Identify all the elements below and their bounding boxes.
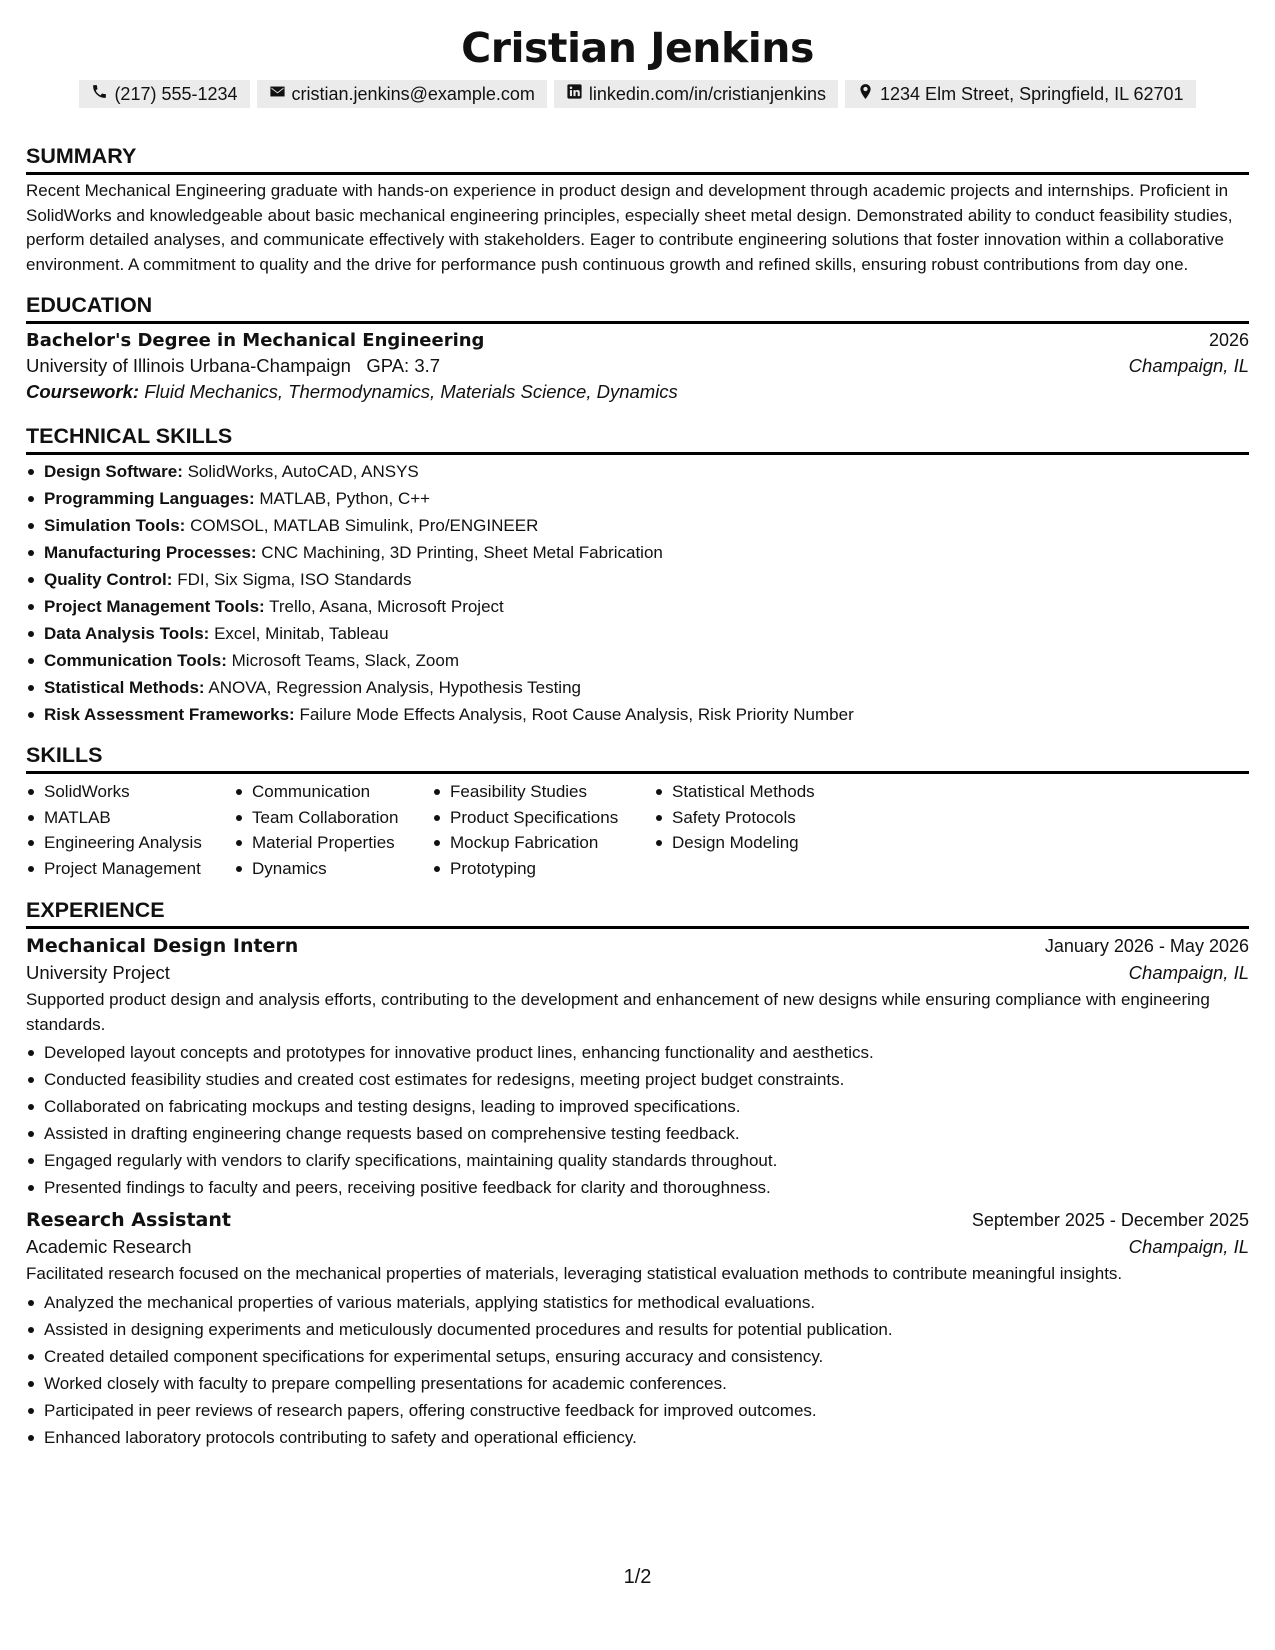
list-item: Design Modeling — [672, 830, 872, 856]
skill-value: ANOVA, Regression Analysis, Hypothesis Testing — [208, 678, 581, 697]
gpa: GPA: 3.7 — [366, 355, 441, 376]
job-bullets — [26, 1039, 1249, 1201]
list-item: Feasibility Studies — [450, 779, 654, 805]
skill-label: Statistical Methods: — [44, 678, 205, 697]
list-item — [44, 512, 1249, 539]
list-item: Engaged regularly with vendors to clarify specifications, maintaining quality standards throughout. — [44, 1147, 1249, 1174]
summary-text: Recent Mechanical Engineering graduate with hands-on experience in product design and development through academic projects and internships. Proficient in SolidWorks and knowledgeable about basic mechanical engineering principles, especially sheet metal design. Demonstrated ability to conduct feasibility studies, perform detailed analyses, and communicate effectively with stakeholders. Eager to contribute engineering solutions that foster innovation within a collaborative environment. A commitment to quality and the drive for performance push continuous growth and refined skills, ensuring robust contributions from day one. — [26, 181, 1233, 274]
contact-phone[interactable] — [79, 80, 249, 108]
technical-skills-list — [26, 458, 1249, 728]
address-text: 1234 Elm Street, Springfield, IL 62701 — [880, 83, 1184, 104]
page-number: 1/2 — [623, 1566, 652, 1588]
list-item — [44, 620, 1249, 647]
skill-label: Programming Languages: — [44, 489, 255, 508]
skill-value: SolidWorks, AutoCAD, ANSYS — [187, 462, 419, 481]
skill-value: Failure Mode Effects Analysis, Root Cause Analysis, Risk Priority Number — [299, 705, 854, 724]
skill-value: Excel, Minitab, Tableau — [214, 624, 389, 643]
list-item: Participated in peer reviews of research papers, offering constructive feedback for improved outcomes. — [44, 1397, 1249, 1424]
list-item: Statistical Methods — [672, 779, 872, 805]
candidate-name: Cristian Jenkins — [461, 24, 814, 72]
list-item: Created detailed component specifications for experimental setups, ensuring accuracy and consistency. — [44, 1343, 1249, 1370]
list-item: Conducted feasibility studies and created cost estimates for redesigns, meeting project budget constraints. — [44, 1066, 1249, 1093]
skill-label: Project Management Tools: — [44, 597, 265, 616]
list-item — [44, 539, 1249, 566]
job-location: Champaign, IL — [1128, 1236, 1249, 1257]
list-item: Assisted in drafting engineering change requests based on comprehensive testing feedback. — [44, 1120, 1249, 1147]
job-description: Supported product design and analysis efforts, contributing to the development and enhancement of new designs while ensuring compliance with engineering standards. — [26, 990, 1210, 1034]
school-location: Champaign, IL — [1128, 355, 1249, 376]
degree-name: Bachelor's Degree in Mechanical Engineering — [26, 330, 485, 351]
job-dates: January 2026 - May 2026 — [1044, 936, 1249, 956]
skill-label: Data Analysis Tools: — [44, 624, 210, 643]
list-item: Collaborated on fabricating mockups and testing designs, leading to improved specifications. — [44, 1093, 1249, 1120]
list-item: Engineering Analysis — [44, 830, 234, 856]
coursework-line — [26, 381, 1249, 403]
skill-value: FDI, Six Sigma, ISO Standards — [177, 570, 412, 589]
contact-bar — [26, 80, 1249, 108]
list-item: Developed layout concepts and prototypes for innovative product lines, enhancing functionality and aesthetics. — [44, 1039, 1249, 1066]
school-line — [26, 355, 440, 377]
job-title: Mechanical Design Intern — [26, 935, 299, 957]
phone-icon — [91, 83, 108, 105]
list-item: Product Specifications — [450, 805, 654, 831]
coursework-list: Fluid Mechanics, Thermodynamics, Materials Science, Dynamics — [144, 381, 678, 402]
list-item: SolidWorks — [44, 779, 234, 805]
list-item: Material Properties — [252, 830, 432, 856]
skills-section — [26, 742, 1249, 881]
skills-column-1 — [26, 779, 234, 881]
skills-column-2 — [234, 779, 432, 881]
job-organization: Academic Research — [26, 1236, 192, 1257]
summary-section — [26, 143, 1249, 277]
technical-skills-section — [26, 423, 1249, 728]
list-item: Team Collaboration — [252, 805, 432, 831]
job-title-row — [26, 1209, 1249, 1231]
skills-column-4 — [654, 779, 872, 881]
contact-linkedin[interactable] — [554, 80, 838, 108]
summary-heading: SUMMARY — [26, 143, 1249, 175]
map-pin-icon — [857, 83, 874, 105]
list-item — [44, 593, 1249, 620]
list-item: Enhanced laboratory protocols contributing to safety and operational efficiency. — [44, 1424, 1249, 1451]
contact-address[interactable] — [845, 80, 1196, 108]
skill-label: Simulation Tools: — [44, 516, 186, 535]
technical-skills-heading: TECHNICAL SKILLS — [26, 423, 1249, 455]
list-item — [44, 701, 1249, 728]
skills-heading: SKILLS — [26, 742, 1249, 774]
list-item: Mockup Fabrication — [450, 830, 654, 856]
education-section — [26, 292, 1249, 403]
list-item: Analyzed the mechanical properties of various materials, applying statistics for methodical evaluations. — [44, 1289, 1249, 1316]
coursework-label: Coursework: — [26, 381, 140, 402]
job-location: Champaign, IL — [1128, 962, 1249, 983]
graduation-year: 2026 — [1208, 330, 1249, 350]
list-item: MATLAB — [44, 805, 234, 831]
skills-grid — [26, 779, 1249, 881]
skill-label: Communication Tools: — [44, 651, 227, 670]
list-item: Safety Protocols — [672, 805, 872, 831]
job-organization: University Project — [26, 962, 170, 983]
job-description: Facilitated research focused on the mechanical properties of materials, leveraging statistical evaluation methods to contribute meaningful insights. — [26, 1264, 1123, 1283]
school-row — [26, 355, 1249, 377]
list-item — [44, 674, 1249, 701]
skill-value: COMSOL, MATLAB Simulink, Pro/ENGINEER — [190, 516, 539, 535]
skill-value: CNC Machining, 3D Printing, Sheet Metal Fabrication — [261, 543, 663, 562]
job-org-row — [26, 962, 1249, 984]
contact-email[interactable] — [257, 80, 547, 108]
school-name: University of Illinois Urbana-Champaign — [26, 355, 351, 376]
linkedin-text: linkedin.com/in/cristianjenkins — [588, 83, 827, 104]
skill-value: MATLAB, Python, C++ — [259, 489, 431, 508]
list-item — [44, 485, 1249, 512]
list-item: Assisted in designing experiments and meticulously documented procedures and results for potential publication. — [44, 1316, 1249, 1343]
job-title: Research Assistant — [26, 1209, 231, 1231]
list-item: Worked closely with faculty to prepare compelling presentations for academic conferences. — [44, 1370, 1249, 1397]
job-entry — [26, 1209, 1249, 1451]
skills-column-3 — [432, 779, 654, 881]
list-item: Dynamics — [252, 856, 432, 882]
list-item — [44, 566, 1249, 593]
skill-value: Trello, Asana, Microsoft Project — [269, 597, 504, 616]
skill-label: Risk Assessment Frameworks: — [44, 705, 295, 724]
education-heading: EDUCATION — [26, 292, 1249, 324]
envelope-icon — [269, 83, 286, 105]
degree-row — [26, 330, 1249, 351]
skill-label: Quality Control: — [44, 570, 173, 589]
list-item: Prototyping — [450, 856, 654, 882]
email-text: cristian.jenkins@example.com — [291, 83, 535, 104]
linkedin-icon — [566, 83, 583, 105]
list-item — [44, 647, 1249, 674]
skill-label: Design Software: — [44, 462, 183, 481]
job-dates: September 2025 - December 2025 — [971, 1210, 1249, 1230]
list-item: Communication — [252, 779, 432, 805]
job-bullets — [26, 1289, 1249, 1451]
list-item — [44, 458, 1249, 485]
list-item: Project Management — [44, 856, 234, 882]
experience-heading: EXPERIENCE — [26, 897, 1249, 929]
experience-section — [26, 897, 1249, 1451]
skill-value: Microsoft Teams, Slack, Zoom — [231, 651, 459, 670]
list-item: Presented findings to faculty and peers, receiving positive feedback for clarity and thoroughness. — [44, 1174, 1249, 1201]
job-entry — [26, 935, 1249, 1201]
phone-text: (217) 555-1234 — [114, 83, 238, 104]
job-org-row — [26, 1236, 1249, 1258]
job-title-row — [26, 935, 1249, 957]
skill-label: Manufacturing Processes: — [44, 543, 257, 562]
